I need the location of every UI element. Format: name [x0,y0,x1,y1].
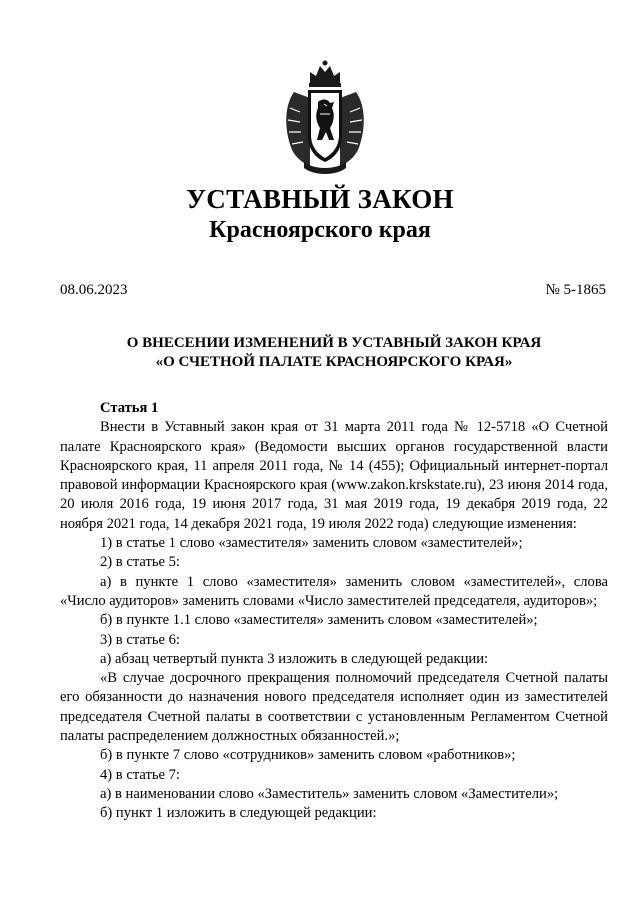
law-body [60,399,608,824]
paragraph: 2) в статье 5: [100,554,180,571]
paragraph: 3) в статье 6: [100,631,180,648]
document-date: 08.06.2023 [60,282,128,298]
paragraph: а) абзац четвертый пункта 3 изложить в следующей редакции: [100,650,489,667]
law-subject-line-1: О ВНЕСЕНИИ ИЗМЕНЕНИЙ В УСТАВНЫЙ ЗАКОН КРАЯ [126,335,542,351]
paragraph: 4) в статье 7: [100,766,180,783]
paragraph: б) пункт 1 изложить в следующей редакции: [100,805,377,822]
paragraph: а) в пункте 1 слово «заместителя» заменить словом «заместителей», слова «Число аудиторов» заменить словами «Число заместителей председателя, аудиторов»; [60,573,608,609]
paragraph: 1) в статье 1 слово «заместителя» заменить словом «заместителей»; [100,535,523,552]
paragraph: б) в пункте 7 слово «сотрудников» заменить словом «работников»; [100,747,516,764]
document-title: УСТАВНЫЙ ЗАКОН [186,184,454,214]
paragraph: а) в наименовании слово «Заместитель» заменить словом «Заместители»; [100,785,559,802]
paragraph: «В случае досрочного прекращения полномочий председателя Счетной палаты его обязанности до назначения нового председателя исполняет один из заместителей председателя Счетной палаты в соответствии с установленным Регламентом Счетной палаты распределением должностных обязанностей.»; [60,670,608,745]
law-subject-line-2: «О СЧЕТНОЙ ПАЛАТЕ КРАСНОЯРСКОГО КРАЯ» [155,354,513,370]
krasnoyarsk-coat-of-arms-icon [280,58,370,178]
article-title: Статья 1 [100,400,159,416]
document-number: № 5-1865 [545,282,606,298]
document-subtitle: Красноярского края [209,217,431,243]
paragraph: Внести в Уставный закон края от 31 марта 2011 года № 12-5718 «О Счетной палате Красноярского края» (Ведомости высших органов государственной власти Красноярского края, 11 апреля 2011 года, № 14 (455); Официальный интернет-портал правовой информации Красноярского края (www.zakon.krskstate.ru), 23 июня 2014 года, 20 июля 2016 года, 19 июня 2017 года, 31 мая 2019 года, 19 декабря 2019 года, 22 ноября 2021 года, 14 декабря 2021 года, 19 июля 2022 года) следующие изменения: [60,419,608,532]
paragraph: б) в пункте 1.1 слово «заместителя» заменить словом «заместителей»; [100,612,538,629]
